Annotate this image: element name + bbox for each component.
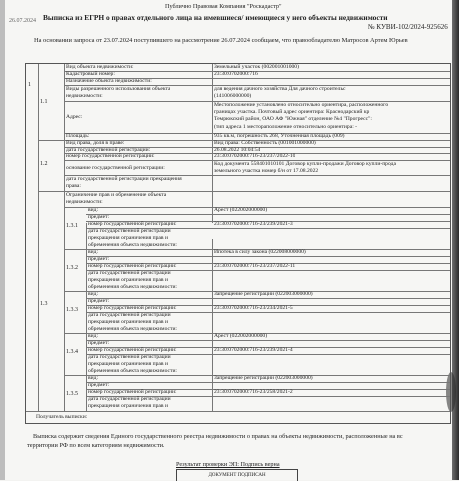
footer-text: Выписка содержит сведения Единого государственного реестра недвижимости о правах на объекты недвижимости, расположенные на вс xyxy=(33,433,403,440)
field-value: 935 кв.м, погрешность 268, Уточненная площадь (009) xyxy=(214,133,345,139)
field-value: 23:30:0702000:716 xyxy=(214,71,258,77)
field-label: номер государственной регистрации: xyxy=(88,263,177,269)
rights-table xyxy=(25,63,451,424)
field-label: обременения объекта недвижимости: xyxy=(88,284,177,290)
field-label: вид: xyxy=(88,207,99,213)
field-label: дата государственной регистрации xyxy=(88,228,171,234)
field-value: Вид права: Собственность (001001000000) xyxy=(214,140,316,146)
field-value: 23:30:0702000:716-23/237/2022-10 xyxy=(214,153,296,159)
field-label: Вид объекта недвижимости: xyxy=(66,64,134,70)
section-number: 1.3.5 xyxy=(66,391,78,397)
scan-left-edge xyxy=(0,0,5,480)
field-label: дата государственной регистрации xyxy=(88,396,171,402)
field-value: Код документа 558401010101 Договор купли-продажи Договор купли-прода xyxy=(214,161,396,167)
field-value: 23:30:0702000:716-23/237/2022-11 xyxy=(214,263,296,269)
signature-check: Результат проверки ЭП: Подпись верна xyxy=(176,461,280,468)
footer-text: территории РФ по всем категориям недвижимости. xyxy=(27,442,165,449)
encumbrance-header: недвижимости: xyxy=(66,199,103,205)
section-number: 1.2 xyxy=(40,161,48,167)
field-value: 23:30:0702000:716-23/239/2021-3 xyxy=(214,221,293,227)
field-value: для ведения дачного хозяйства Для дачного строительс xyxy=(214,86,346,92)
field-label: Кадастровый номер: xyxy=(66,71,115,77)
field-value: (тип адреса 1 местораположение относительно ориентира: - xyxy=(214,124,358,130)
field-label: Площадь: xyxy=(66,133,90,139)
field-value: Темрюкский район, ОАО АФ "Южная" отделение №4 "Прогресс": xyxy=(214,116,372,122)
field-label: недвижимости: xyxy=(66,93,103,99)
scan-date: 26.07.2024 xyxy=(9,18,36,24)
section-number: 1 xyxy=(28,82,31,88)
field-value: 26.08.2022 10:04:54 xyxy=(214,147,261,153)
field-label: предмет: xyxy=(88,382,110,388)
field-label: дата государственной регистрации xyxy=(88,354,171,360)
field-label: Назначение объекта недвижимости: xyxy=(66,78,152,84)
field-label: вид: xyxy=(88,249,99,255)
field-label: предмет: xyxy=(88,214,110,220)
field-value: Запрещение регистрации (022003000000) xyxy=(214,375,313,381)
field-value: 23:30:0702000:716-23/234/2021-5 xyxy=(214,305,293,311)
field-value: 23:30:0702000:716-23/239/2021-4 xyxy=(214,347,293,353)
field-label: прекращения ограничения прав и xyxy=(88,235,168,241)
basis-text: На основании запроса от 23.07.2024 поступившего на рассмотрение 26.07.2024 сообщаем, что правообладателю Матросов Артем Юрьев xyxy=(34,37,408,44)
section-number: 1.3.1 xyxy=(66,223,78,229)
document-title: Выписка из ЕГРН о правах отдельного лица на имевшиеся/ имеющиеся у него объекты недвижимости xyxy=(43,13,388,22)
field-value: Запрещение регистрации (022003000000) xyxy=(214,291,313,297)
field-value: земельного участка номер б/н от 17.08.2022 xyxy=(214,168,319,174)
field-value: Арест (022002000000) xyxy=(214,207,268,213)
field-label: права: xyxy=(66,183,81,189)
field-label: дата государственной регистрации: xyxy=(66,147,151,153)
document-number: № КУВИ-102/2024-925626 xyxy=(368,23,448,31)
field-label: предмет: xyxy=(88,298,110,304)
field-label: обременения объекта недвижимости: xyxy=(88,368,177,374)
field-label: прекращения ограничения прав и xyxy=(88,361,168,367)
encumbrance-header: Ограничение прав и обременение объекта xyxy=(66,192,167,198)
field-label: номер государственной регистрации: xyxy=(88,305,177,311)
field-value: (141006000000) xyxy=(214,93,252,99)
field-label: номер государственной регистрации: xyxy=(88,221,177,227)
field-label: вид: xyxy=(88,291,99,297)
section-number: 1.3 xyxy=(40,301,48,307)
field-value: Местоположение установлено относительно ориентира, расположенного xyxy=(214,102,389,108)
field-label: дата государственной регистрации xyxy=(88,270,171,276)
field-value: Земельный участок (002001001000) xyxy=(214,64,299,70)
section-number: 1.3.4 xyxy=(66,349,78,355)
field-label: номер государственной регистрации: xyxy=(88,389,177,395)
recipient-label: Получатель выписки: xyxy=(36,414,88,420)
company-name: Публично Правовая Компания "Роскадастр" xyxy=(165,3,282,10)
section-number: 1.3.3 xyxy=(66,307,78,313)
field-label: Виды разрешенного использования объекта xyxy=(66,86,171,92)
field-label: дата государственной регистрации прекращения xyxy=(66,176,182,182)
field-value: 23:30:0702000:716-23/258/2021-2 xyxy=(214,389,293,395)
field-label: основание государственной регистрации: xyxy=(66,165,165,171)
field-value: границах участка. Почтовый адрес ориентира: Краснодарский кр xyxy=(214,109,370,115)
field-label: прекращения ограничения прав и xyxy=(88,319,168,325)
signature-stamp: ДОКУМЕНТ ПОДПИСАН xyxy=(176,469,298,481)
field-label: дата государственной регистрации xyxy=(88,312,171,318)
section-number: 1.1 xyxy=(40,99,48,105)
field-label: прекращения ограничения прав и xyxy=(88,403,168,409)
field-value: Арест (022002000000) xyxy=(214,333,268,339)
field-label: Адрес: xyxy=(66,114,83,120)
field-label: номер государственной регистрации: xyxy=(88,347,177,353)
field-label: Вид права, доля в праве: xyxy=(66,140,125,146)
field-value: Ипотека в силу закона (022008000000) xyxy=(214,249,306,255)
field-label: обременения объекта недвижимости: xyxy=(88,326,177,332)
field-label: предмет: xyxy=(88,340,110,346)
field-label: прекращения ограничения прав и xyxy=(88,277,168,283)
field-label: предмет: xyxy=(88,256,110,262)
field-label: вид: xyxy=(88,333,99,339)
field-label: обременения объекта недвижимости: xyxy=(88,242,177,248)
field-label: номер государственной регистрации: xyxy=(66,153,155,159)
section-number: 1.3.2 xyxy=(66,265,78,271)
field-label: вид: xyxy=(88,375,99,381)
